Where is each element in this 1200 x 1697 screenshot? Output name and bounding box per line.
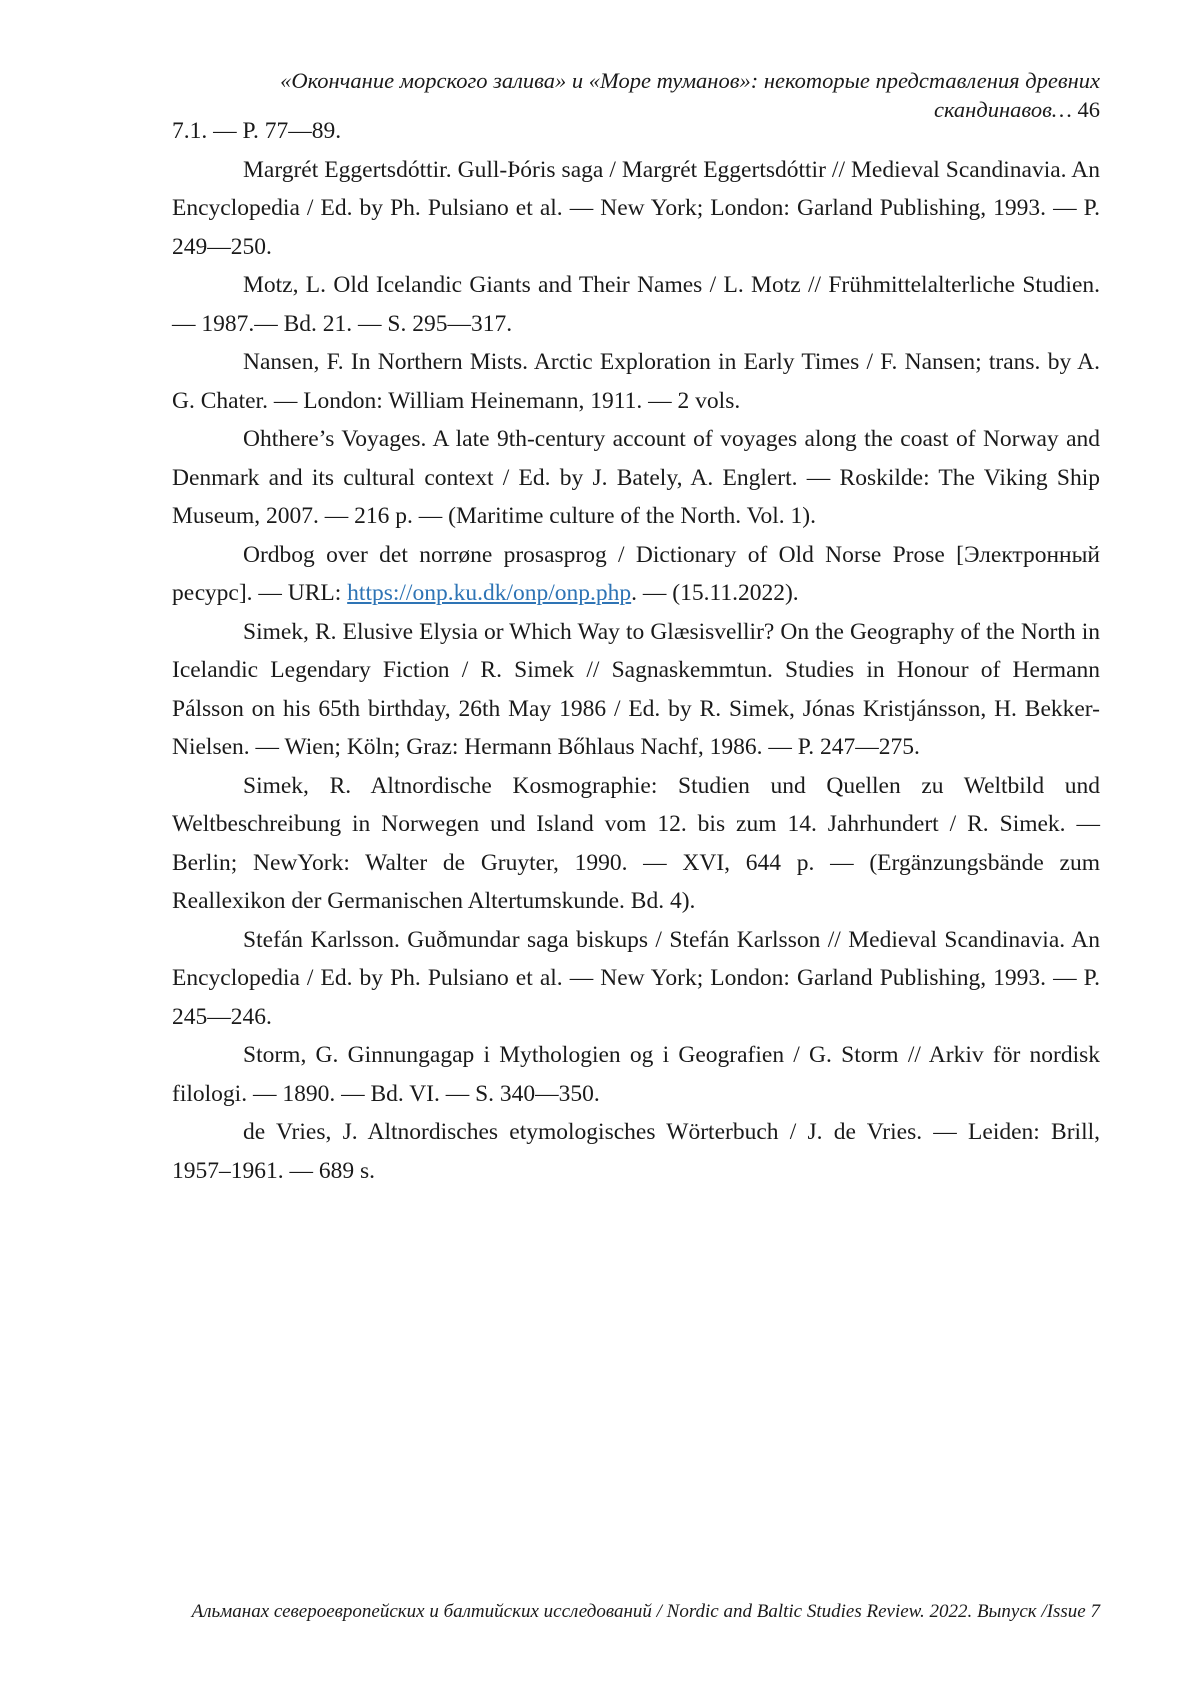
running-title: «Окончание морского залива» и «Море туманов»: некоторые представления древних скандинавов…	[280, 68, 1100, 122]
reference-continuation: 7.1. — P. 77—89.	[172, 112, 1100, 151]
journal-title: Альманах североевропейских и балтийских исследований / Nordic and Baltic Studies Review. 2022. Выпуск /Issue 7	[192, 1601, 1100, 1622]
reference-text: Ordbog over det norrøne prosasprog / Dictionary of Old Norse Prose [Электронный ресурс]. — URL:	[172, 542, 1100, 607]
reference-item: Stefán Karlsson. Guðmundar saga biskups / Stefán Karlsson // Medieval Scandinavia. An Encyclopedia / Ed. by Ph. Pulsiano et al. — New York; London: Garland Publishing, 1993. — P. 245—246.	[172, 921, 1100, 1037]
page-number: 46	[1078, 97, 1101, 122]
reference-item: Ohthere’s Voyages. A late 9th-century account of voyages along the coast of Norway and Denmark and its cultural context / Ed. by J. Bately, A. Englert. — Roskilde: The Viking Ship Museum, 2007. — 216 p. — (Maritime culture of the North. Vol. 1).	[172, 420, 1100, 536]
reference-item: Nansen, F. In Northern Mists. Arctic Exploration in Early Times / F. Nansen; trans. by A. G. Chater. — London: William Heinemann, 1911. — 2 vols.	[172, 343, 1100, 420]
reference-item: Simek, R. Elusive Elysia or Which Way to Glæsisvellir? On the Geography of the North in Icelandic Legendary Fiction / R. Simek // Sagnaskemmtun. Studies in Honour of Hermann Pálsson on his 65th birthday, 26th May 1986 / Ed. by R. Simek, Jónas Kristjánsson, H. Bekker-Nielsen. — Wien; Köln; Graz: Hermann Bőhlaus Nachf, 1986. — P. 247—275.	[172, 613, 1100, 767]
reference-item: de Vries, J. Altnordisches etymologisches Wörterbuch / J. de Vries. — Leiden: Brill, 1957–1961. — 689 s.	[172, 1113, 1100, 1190]
reference-text: . — (15.11.2022).	[631, 580, 799, 606]
reference-item: Motz, L. Old Icelandic Giants and Their Names / L. Motz // Frühmittelalterliche Studien. — 1987.— Bd. 21. — S. 295—317.	[172, 266, 1100, 343]
page-footer	[172, 1600, 1100, 1625]
reference-item: Margrét Eggertsdóttir. Gull-Þóris saga / Margrét Eggertsdóttir // Medieval Scandinavia. An Encyclopedia / Ed. by Ph. Pulsiano et al. — New York; London: Garland Publishing, 1993. — P. 249—250.	[172, 151, 1100, 267]
reference-item: Simek, R. Altnordische Kosmographie: Studien und Quellen zu Weltbild und Weltbeschreibung in Norwegen und Island vom 12. bis zum 14. Jahrhundert / R. Simek. — Berlin; NewYork: Walter de Gruyter, 1990. — XVI, 644 p. — (Ergänzungsbände zum Reallexikon der Germanischen Altertumskunde. Bd. 4).	[172, 767, 1100, 921]
reference-list	[172, 112, 1100, 1190]
onp-url-link[interactable]: https://onp.ku.dk/onp/onp.php	[347, 580, 631, 606]
reference-item: Storm, G. Ginnungagap i Mythologien og i Geografien / G. Storm // Arkiv för nordisk filologi. — 1890. — Bd. VI. — S. 340—350.	[172, 1036, 1100, 1113]
reference-item	[172, 536, 1100, 613]
